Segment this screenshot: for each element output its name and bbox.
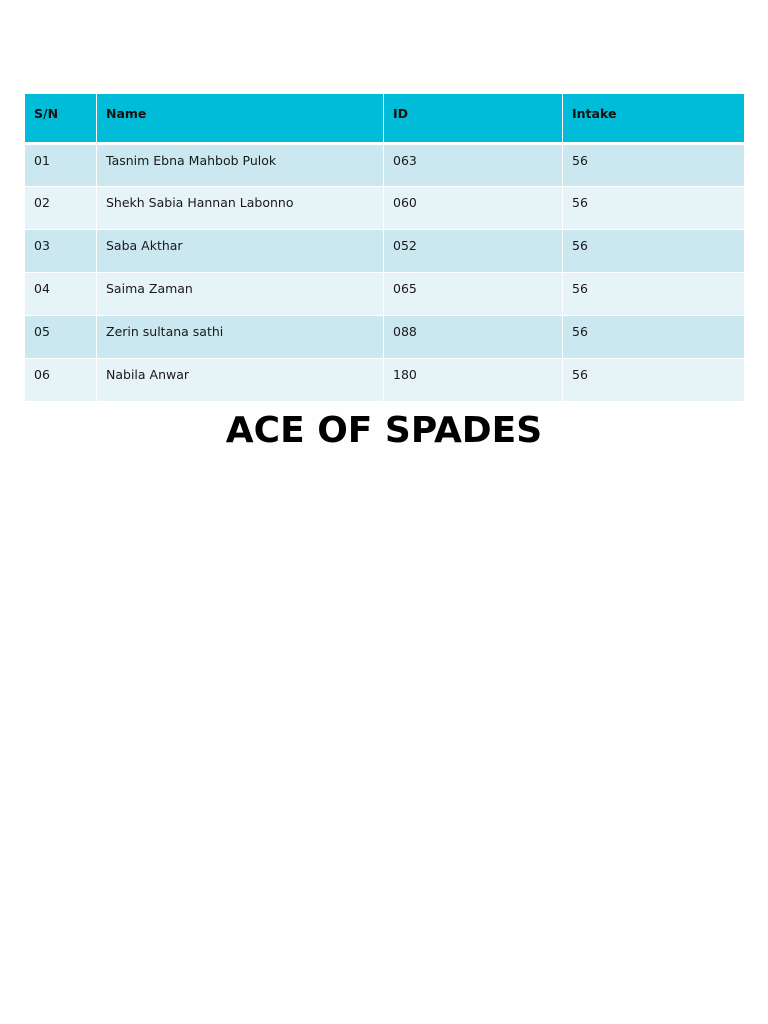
cell-intake: 56 xyxy=(563,359,745,402)
cell-intake: 56 xyxy=(563,230,745,273)
cell-id: 060 xyxy=(384,187,563,230)
cell-sn: 01 xyxy=(25,144,97,187)
header-sn: S/N xyxy=(25,94,97,144)
cell-sn: 05 xyxy=(25,316,97,359)
cell-name: Saima Zaman xyxy=(97,273,384,316)
cell-sn: 02 xyxy=(25,187,97,230)
cell-id: 063 xyxy=(384,144,563,187)
cell-name: Shekh Sabia Hannan Labonno xyxy=(97,187,384,230)
cell-name: Saba Akthar xyxy=(97,230,384,273)
cell-id: 065 xyxy=(384,273,563,316)
header-name: Name xyxy=(97,94,384,144)
cell-sn: 03 xyxy=(25,230,97,273)
member-table xyxy=(24,93,745,402)
table-row xyxy=(25,230,745,273)
cell-intake: 56 xyxy=(563,144,745,187)
cell-id: 052 xyxy=(384,230,563,273)
table-row xyxy=(25,187,745,230)
header-intake: Intake xyxy=(563,94,745,144)
table-row xyxy=(25,359,745,402)
cell-name: Tasnim Ebna Mahbob Pulok xyxy=(97,144,384,187)
cell-sn: 06 xyxy=(25,359,97,402)
table-row xyxy=(25,316,745,359)
cell-intake: 56 xyxy=(563,187,745,230)
cell-id: 180 xyxy=(384,359,563,402)
table-row xyxy=(25,273,745,316)
cell-name: Nabila Anwar xyxy=(97,359,384,402)
cell-name: Zerin sultana sathi xyxy=(97,316,384,359)
header-id: ID xyxy=(384,94,563,144)
cell-sn: 04 xyxy=(25,273,97,316)
page-title: ACE OF SPADES xyxy=(225,410,543,451)
cell-intake: 56 xyxy=(563,316,745,359)
cell-id: 088 xyxy=(384,316,563,359)
cell-intake: 56 xyxy=(563,273,745,316)
table-header-row xyxy=(25,94,745,144)
table-row xyxy=(25,144,745,187)
